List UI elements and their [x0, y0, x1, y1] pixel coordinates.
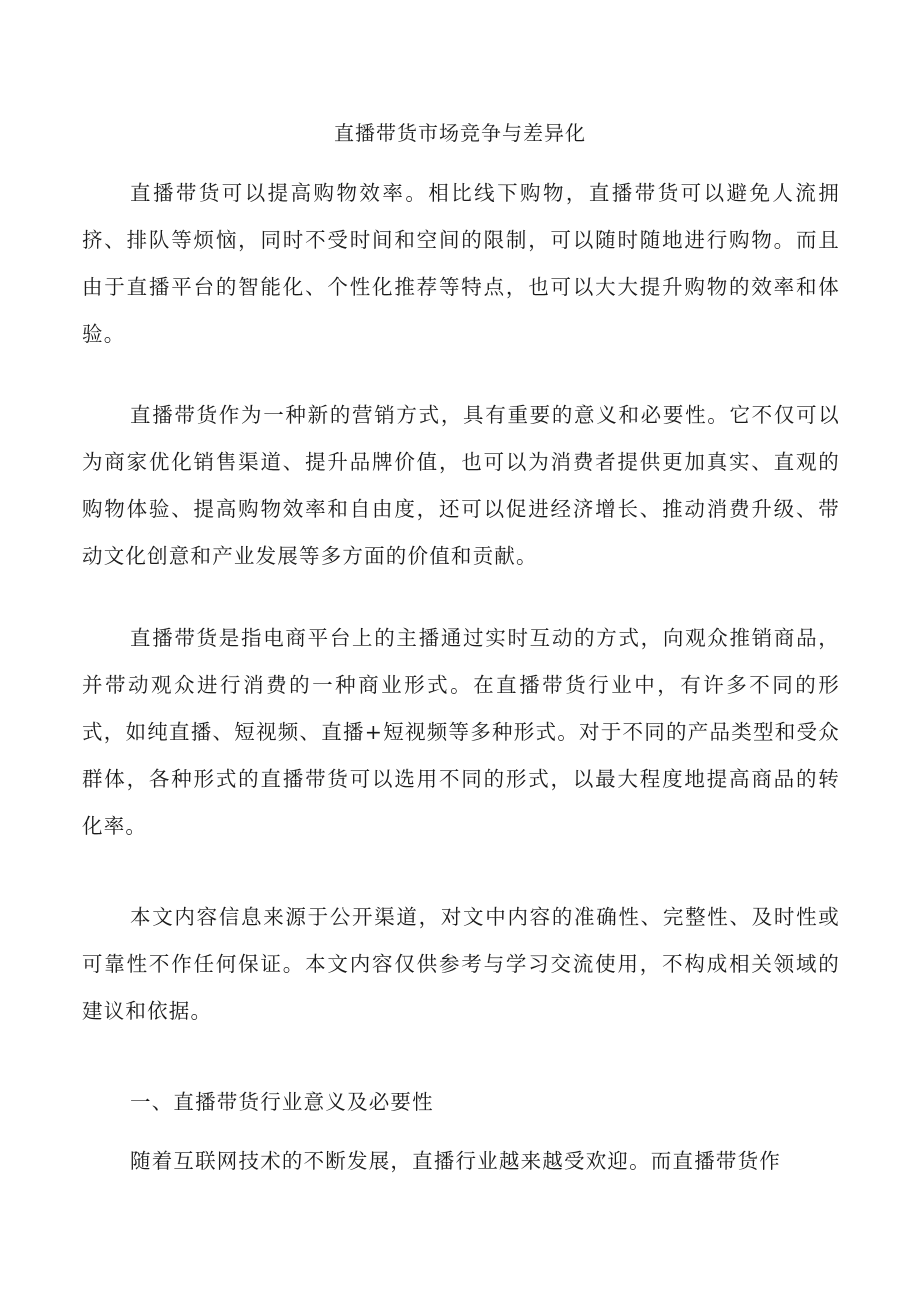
- paragraph-disclaimer: 本文内容信息来源于公开渠道，对文中内容的准确性、完整性、及时性或可靠性不作任何保证。本文内容仅供参考与学习交流使用，不构成相关领域的建议和依据。: [82, 905, 840, 1023]
- document-title: 直播带货市场竞争与差异化: [334, 121, 586, 145]
- paragraph-significance: 直播带货作为一种新的营销方式，具有重要的意义和必要性。它不仅可以为商家优化销售渠道、提升品牌价值，也可以为消费者提供更加真实、直观的购物体验、提高购物效率和自由度，还可以促进经济增长、推动消费升级、带动文化创意和产业发展等多方面的价值和贡献。: [82, 403, 840, 568]
- paragraph-efficiency: 直播带货可以提高购物效率。相比线下购物，直播带货可以避免人流拥挤、排队等烦恼，同时不受时间和空间的限制，可以随时随地进行购物。而且由于直播平台的智能化、个性化推荐等特点，也可以大大提升购物的效率和体验。: [82, 181, 840, 346]
- section-paragraph: 随着互联网技术的不断发展，直播行业越来越受欢迎。而直播带货作: [130, 1149, 781, 1173]
- paragraph-definition: 直播带货是指电商平台上的主播通过实时互动的方式，向观众推销商品，并带动观众进行消费的一种商业形式。在直播带货行业中，有许多不同的形式，如纯直播、短视频、直播+短视频等多种形式。对于不同的产品类型和受众群体，各种形式的直播带货可以选用不同的形式，以最大程度地提高商品的转化率。: [82, 626, 840, 838]
- section-heading: 一、直播带货行业意义及必要性: [130, 1090, 434, 1114]
